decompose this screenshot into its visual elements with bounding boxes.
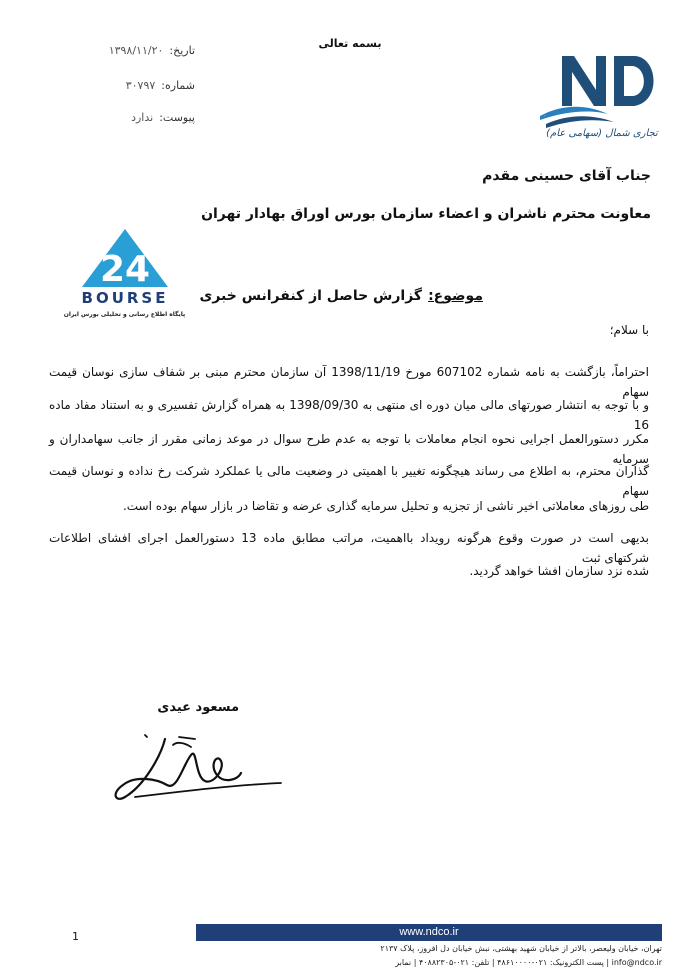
number-label: شماره:	[161, 79, 195, 92]
attachment-label: پیوست:	[159, 111, 195, 124]
date-value: ۱۳۹۸/۱۱/۲۰	[108, 44, 164, 57]
attachment-value: ندارد	[131, 111, 154, 124]
body-line-3: مکرر دستورالعمل اجرایی نحوه انجام معاملات با توجه به عدم طرح سوال در موعد زمانی مقرر از جانب سهامداران و سرمایه	[49, 432, 649, 466]
subject-text: گزارش حاصل از کنفرانس خبری	[199, 288, 423, 304]
date-label: تاریخ:	[169, 44, 195, 57]
body-line-6: بدیهی است در صورت وقوع هرگونه رویداد بااهمیت، مراتب مطابق ماده 13 دستورالعمل اجرای افشای اطلاعات شرکتهای ثبت	[49, 531, 649, 565]
greeting: با سلام؛	[609, 323, 649, 337]
footer	[196, 924, 662, 969]
body-line-5: طی روزهای معاملاتی اخیر ناشی از تجزیه و تحلیل سرمایه گذاری عرضه و تقاضا در بازار سهام بوده است.	[122, 499, 649, 513]
footer-website: www.ndco.ir	[196, 924, 662, 941]
date-row	[60, 44, 195, 57]
logo-tagline: تجاری شمال (سهامی عام)	[546, 128, 658, 139]
logo-text: ND	[544, 116, 546, 117]
recipient-office: معاونت محترم ناشران و اعضاء سازمان بورس اوراق بهادار تهران	[201, 206, 651, 222]
handwritten-signature	[105, 725, 285, 815]
number-value: ۳۰۷۹۷	[125, 79, 156, 92]
body-line-4: گذاران محترم، به اطلاع می رساند هیچگونه تغییر با اهمیتی در وضعیت مالی یا عملکرد شرکت رخ نداده و نوسان قیمت سهام	[49, 464, 649, 498]
body-line-1: احتراماً، بازگشت به نامه شماره 607102 مورخ 1398/11/19 آن سازمان محترم مبنی بر شفاف سازی نوسان قیمت سهام	[49, 365, 649, 399]
attachment-row	[60, 111, 195, 124]
basmala: بسمه تعالی	[318, 37, 382, 50]
bourse-number: 24	[99, 249, 151, 290]
signer-name: مسعود عیدی	[157, 700, 239, 715]
page-number: 1	[72, 930, 79, 943]
footer-contact: info@ndco.ir | پست الکترونیک: ۰۲۱-۴۸۶۱۰۰۰۰ | تلفن: ۰۲۱-۴۰۸۸۲۳۰۵ | نمابر	[395, 958, 662, 967]
bourse24-logo	[68, 225, 183, 325]
bourse-caption: پایگاه اطلاع رسانی و تحلیلی بورس ایران	[63, 311, 186, 318]
footer-address: تهران، خیابان ولیعصر، بالاتر از خیابان شهید بهشتی، نبش خیابان دل افروز، پلاک ۲۱۳۷	[380, 944, 662, 953]
recipient-name: جناب آقای حسینی مقدم	[482, 168, 651, 184]
body-line-7: شده نزد سازمان افشا خواهد گردید.	[469, 564, 649, 578]
subject-line	[199, 288, 483, 304]
body-line-2: و با توجه به انتشار صورتهای مالی میان دوره ای منتهی به 1398/09/30 به همراه گزارش تفسیری و به استناد مفاد ماده 16	[49, 398, 649, 432]
subject-label: موضوع:	[428, 288, 483, 304]
number-row	[60, 79, 195, 92]
bourse-word: BOURSE	[81, 289, 169, 307]
